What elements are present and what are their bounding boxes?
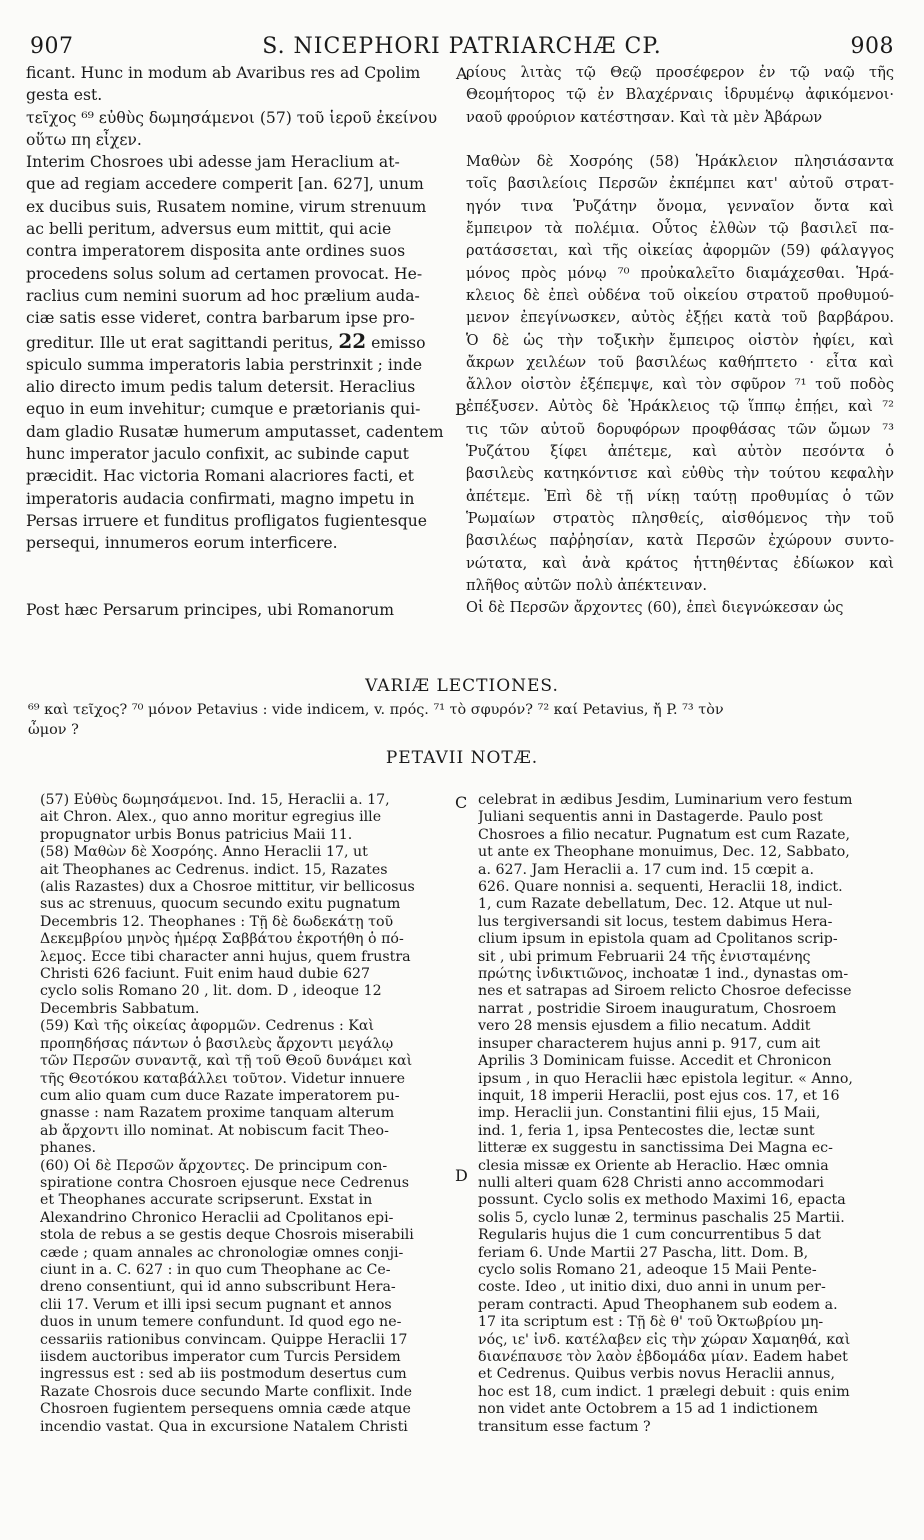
text-line: ἄκρων χειλέων τοῦ βασιλέως καθήπτετο · εἶτα καὶ (466, 353, 894, 371)
text-line: vero 28 mensis ejusdem a filio necatum. Addit (478, 1018, 811, 1035)
text-line: ciunt in a. C. 627 : in quo cum Theophane ac Ce- (40, 1261, 391, 1278)
text-line: πρώτης ἰνδικτιῶνος, inchoatæ 1 ind., dynastas om- (478, 966, 849, 983)
text-line: Regularis hujus die 1 cum concurrentibus 5 dat (478, 1227, 821, 1244)
text-line: ab ἄρχοντι illo nominat. At nobiscum facit Theo- (40, 1122, 389, 1139)
text-line: κλειος δὲ ἐπεὶ οὐδένα τοῦ οἰκείου στρατοῦ προθυμού- (466, 286, 894, 304)
text-line: iisdem auctoribus imperator cum Turcis Persidem (40, 1349, 401, 1365)
text-line: duos in unum temere confundunt. Id quod ego ne- (40, 1314, 402, 1331)
text-line: μενον ἐπεγίνωσκεν, αὐτὸς ἐξῄει κατὰ τοῦ βαρβάρου. (466, 309, 894, 327)
petavii-notae-title: PETAVII NOTÆ. (385, 748, 539, 768)
text-line: spiculo summa imperatoris labia perstrinxit ; inde (26, 355, 423, 374)
text-line: 17 ita scriptum est : Τῇ δὲ θ' τοῦ Ὀκτωβρίου μη- (478, 1314, 824, 1331)
text-line: celebrat in ædibus Jesdim, Luminarium vero festum (478, 792, 853, 808)
text-line: ait Theophanes ac Cedrenus. indict. 15, Razates (40, 861, 388, 878)
text-line: transitum esse factum ? (478, 1418, 651, 1435)
text-line: ρίους λιτὰς τῷ Θεῷ προσέφερον ἐν τῷ ναῷ τῆς (466, 64, 894, 81)
text-line: peram contracti. Apud Theophanem sub eodem a. (478, 1296, 838, 1313)
text-line: Christi 626 faciunt. Fuit enim haud dubie 627 (40, 966, 371, 983)
text-line: hoc est 18, cum indict. 1 prælegi debuit : quis enim (478, 1383, 850, 1400)
text-line: cæde ; quam annales ac chronologiæ omnes conji- (40, 1244, 404, 1261)
text-line: Decembris 12. Theophanes : Τῇ δὲ δωδεκάτῃ τοῦ (40, 913, 394, 930)
text-line: ἔμπειρον τὰ πολέμια. Οὗτος ἐλθὼν τῷ βασιλεῖ πα- (466, 220, 894, 238)
text-line: ac belli peritum, adversus eum mittit, qui acie (26, 220, 392, 239)
text-line: feriam 6. Unde Martii 27 Pascha, litt. Dom. B, (478, 1244, 809, 1261)
text-segment: greditur. Ille ut erat sagittandi peritus, (26, 333, 334, 352)
text-line: 626. Quare nonnisi a. sequenti, Heraclii 18, indict. (478, 879, 843, 896)
text-line: Chosroen fugientem persequens omnia cæde atque (40, 1401, 411, 1418)
text-line: Aprilis 3 Dominicam fuisse. Accedit et Chronicon (478, 1053, 832, 1070)
text-line: narrat , postridie Siroem inauguratum, Chosroem (478, 1000, 837, 1017)
spacer (26, 555, 454, 599)
text-line: ait Chron. Alex., quo anno moritur egregius ille (40, 809, 382, 826)
text-line: a. 627. Jam Heraclii a. 17 cum ind. 15 cœpit a. (478, 861, 814, 878)
text-line: nulli alteri quam 628 Christi anno accommodari (478, 1174, 824, 1191)
margin-letter-c: C (455, 793, 468, 812)
variae-lectiones (28, 700, 894, 740)
text-line: ingressus est : sed ab iis postmodum desertus cum (40, 1366, 407, 1383)
text-line: Οἱ δὲ Περσῶν ἄρχοντες (60), ἐπεὶ διεγνώκεσαν ὡς (466, 599, 844, 617)
text-line: τοῖς βασιλείοις Περσῶν ἐκπέμπει κατ' αὐτοῦ στρατ- (466, 175, 894, 193)
latin-text-column (26, 62, 454, 621)
text-line: Alexandrino Chronico Heraclii ad Cpolitanos epi- (40, 1209, 394, 1226)
text-line: ἐπέξυσεν. Αὐτὸς δὲ Ἡράκλειος τῷ ἵππῳ ἐπῄει, καὶ ⁷² (466, 398, 894, 416)
text-line (466, 129, 894, 151)
page-title: S. NICEPHORI PATRIARCHÆ CP. (262, 34, 662, 59)
text-line: phanes. (40, 1140, 97, 1157)
text-line: raclius cum nemini suorum ad hoc prælium auda- (26, 286, 420, 305)
text-line: dam gladio Rusatæ humerum amputasset, cadentem (26, 422, 444, 441)
text-line: procedens solus solum ad certamen provocat. He- (26, 264, 423, 283)
text-line: ut ante ex Theophane monuimus, Dec. 12, Sabbato, (478, 844, 850, 861)
text-segment: emisso (366, 333, 426, 352)
text-line: que ad regiam accedere comperit [an. 627], unum (26, 175, 424, 194)
text-line: ρατάσσεται, καὶ τῆς οἰκείας ἀφορμῶν (59) φάλαγγος (466, 242, 894, 260)
text-line: (60) Οἱ δὲ Περσῶν ἄρχοντες. De principum con- (40, 1157, 388, 1174)
text-line: Ῥυζάτου ξίφει ἀπέτεμε, καὶ αὐτὸν πεσόντα ὁ (466, 443, 894, 461)
text-line: Δεκεμβρίου μηνὸς ἡμέρᾳ Σαββάτου ἐκροτήθη ὁ πό- (40, 931, 404, 948)
text-line: sus ac strenuus, quocum secundo exitu pugnatum (40, 896, 401, 913)
text-line: 1, cum Razate debellatum, Dec. 12. Atque ut nul- (478, 896, 833, 913)
text-line: ἀπέτεμε. Ἐπὶ δὲ τῇ νίκῃ ταύτῃ προθυμίας ὁ τῶν (466, 487, 894, 505)
text-line: gnasse : nam Razatem proxime tanquam alterum (40, 1105, 395, 1122)
text-line: (57) Εὐθὺς δωμησάμενοι. Ind. 15, Heraclii a. 17, (40, 792, 390, 808)
text-line: Juliani sequentis anni in Dastagerde. Paulo post (478, 809, 823, 826)
text-line: incendio vastat. Qua in excursione Natalem Christi (40, 1418, 408, 1435)
text-line: sit , ubi primum Februarii 24 τῆς ἐνισταμένης (478, 948, 811, 965)
text-line: Chosroes a filio necatur. Pugnatum est cum Razate, (478, 826, 851, 843)
text-line: ἄλλον οἰστὸν ἐξέπεμψε, καὶ τὸν σφῦρον ⁷¹ τοῦ ποδὸς (466, 376, 894, 394)
text-line: Decembris Sabbatum. (40, 1000, 200, 1017)
text-line: Persas irruere et funditus profligatos fugientesque (26, 511, 427, 530)
text-line: ficant. Hunc in modum ab Avaribus res ad Cpolim (26, 64, 421, 82)
margin-letter-a: A (456, 64, 468, 83)
text-line: μόνος πρὸς μόνῳ ⁷⁰ προὐκαλεῖτο διαμάχεσθαι. Ἡρά- (466, 264, 894, 282)
text-line: præcidit. Hac victoria Romani alacriores facti, et (26, 467, 414, 486)
text-line: λεμος. Ecce tibi character anni hujus, quem frustra (40, 948, 411, 965)
text-line: ex ducibus suis, Rusatem nomine, virum strenuum (26, 197, 427, 216)
notes-left-column (40, 792, 454, 1436)
text-line: clii 17. Verum et illi ipsi secum pugnant et annos (40, 1296, 392, 1313)
text-line (26, 330, 454, 354)
text-line: coste. Ideo , ut initio dixi, duo anni in unum per- (478, 1279, 826, 1296)
text-line: Ὁ δὲ ὡς τὴν τοξικὴν ἔμπειρος οἰστὸν ἠφίει, καὶ (466, 331, 894, 349)
text-line: hunc imperator jaculo confixit, ac subinde caput (26, 445, 409, 464)
margin-letter-d: D (455, 1166, 468, 1185)
text-line: lus tergiversandi sit locus, testem dabimus Hera- (478, 913, 833, 930)
text-line: solis 5, cyclo lunæ 2, terminus paschalis 25 Martii. (478, 1209, 845, 1226)
running-header (30, 34, 894, 64)
text-line: Interim Chosroes ubi adesse jam Heraclium at- (26, 153, 400, 172)
right-column-number: 908 (850, 34, 894, 59)
margin-letter-b: B (455, 400, 467, 419)
text-line: ηγόν τινα Ῥυζάτην ὄνομα, γενναῖον ὄντα καὶ (466, 197, 894, 215)
text-line: ναοῦ φρούριον κατέστησαν. Καὶ τὰ μὲν Ἀβάρων (466, 108, 823, 126)
text-line: et Theophanes accurate scripserunt. Exstat in (40, 1192, 373, 1209)
text-line: (alis Razastes) dux a Chosroe mittitur, vir bellicosus (40, 879, 415, 896)
notes-right-column (478, 792, 892, 1436)
text-line: possunt. Cyclo solis ex methodo Maximi 16, epacta (478, 1192, 846, 1209)
text-line: dreno consentiunt, qui id anno subscribunt Hera- (40, 1279, 396, 1296)
text-line: προπηδήσας πάντων ὁ βασιλεὺς ἄρχοντι μεγάλῳ (40, 1035, 394, 1052)
text-line: τις τῶν αὐτοῦ δορυφόρων προφθάσας τῶν ὤμων ⁷³ (466, 420, 894, 438)
text-line: Ῥωμαίων στρατὸς πλησθείς, αἰσθόμενος τὴν τοῦ (466, 509, 894, 527)
text-line: alio directo imum pedis talum detersit. Heraclius (26, 378, 416, 397)
left-column-number: 907 (30, 34, 74, 59)
text-line: equo in eum invehitur; cumque e prætorianis qui- (26, 400, 421, 419)
text-line: ipsum , in quo Heraclii hæc epistola legitur. « Anno, (478, 1070, 853, 1087)
text-line: τεῖχος ⁶⁹ εὐθὺς δωμησάμενοι (57) τοῦ ἱεροῦ ἐκείνου (26, 108, 438, 127)
text-line: cessariis rationibus convincam. Quippe Heraclii 17 (40, 1331, 408, 1348)
text-line: Razate Chosrois duce secundo Marte conflixit. Inde (40, 1383, 413, 1400)
text-line: Μαθὼν δὲ Χοσρόης (58) Ἡράκλειον πλησιάσαντα (466, 153, 894, 171)
text-line: imp. Heraclii jun. Constantini filii ejus, 15 Maii, (478, 1105, 821, 1122)
text-line: (59) Καὶ τῆς οἰκείας ἀφορμῶν. Cedrenus : Καὶ (40, 1018, 375, 1035)
paragraph-number: 22 (338, 329, 367, 353)
text-line: (58) Μαθὼν δὲ Χοσρόης. Anno Heraclii 17, ut (40, 844, 368, 861)
text-line: τῆς Θεοτόκου καταβάλλει τοῦτον. Videtur innuere (40, 1070, 406, 1087)
text-line: contra imperatorem disposita ante ordines suos (26, 242, 406, 261)
text-line: βασιλεὺς κατηκόντισε καὶ εὐθὺς τὴν τούτου κεφαλὴν (466, 465, 894, 483)
text-line: imperatoris audacia confirmati, magno impetu in (26, 489, 415, 508)
text-line: τῶν Περσῶν συναντᾷ, καὶ τῇ τοῦ Θεοῦ δυνάμει καὶ (40, 1053, 413, 1070)
text-line: Θεομήτορος τῷ ἐν Βλαχέρναις ἱδρυμένῳ ἀφικόμενοι· (466, 86, 894, 104)
text-line: non videt ante Octobrem a 15 ad 1 indictionem (478, 1401, 818, 1418)
text-line: persequi, innumeros eorum interficere. (26, 534, 338, 553)
text-line: nes et satrapas ad Siroem relicto Chosroe defecisse (478, 983, 852, 1000)
varia-line: ⁶⁹ καὶ τεῖχος? ⁷⁰ μόνον Petavius : vide indicem, v. πρός. ⁷¹ τὸ σφυρόν? ⁷² καί Petavius, ἤ P. ⁷³ τὸν (28, 702, 724, 718)
text-line: Post hæc Persarum principes, ubi Romanorum (26, 600, 395, 619)
text-line: stola de rebus a se gestis deque Chosrois miserabili (40, 1227, 414, 1244)
greek-text-column (466, 62, 894, 619)
text-line: litteræ ex suggestu in sanctissima Dei Magna ec- (478, 1140, 833, 1157)
text-line: cyclo solis Romano 20 , lit. dom. D , ideoque 12 (40, 983, 382, 1000)
text-line: inquit, 18 imperii Heraclii, post ejus cos. 17, et 16 (478, 1087, 840, 1104)
text-line: διανέπαυσε τὸν λαὸν ἑβδομάδα μίαν. Eadem habet (478, 1349, 848, 1365)
text-line: cum alio quam cum duce Razate imperatorem pu- (40, 1087, 400, 1104)
varia-line: ὦμον ? (28, 722, 79, 738)
text-line: νός, ιε' ἰνδ. κατέλαβεν εἰς τὴν χώραν Χαμαηθά, καὶ (478, 1331, 851, 1348)
text-line: et Cedrenus. Quibus verbis novus Heraclii annus, (478, 1366, 835, 1383)
variae-lectiones-title: VARIÆ LECTIONES. (365, 676, 559, 696)
text-line: gesta est. (26, 86, 103, 105)
text-line: clesia missæ ex Oriente ab Heraclio. Hæc omnia (478, 1157, 829, 1174)
text-line: clium ipsum in epistola quam ad Cpolitanos scrip- (478, 931, 838, 948)
text-line: ind. 1, feria 1, ipsa Pentecostes die, lectæ sunt (478, 1122, 815, 1139)
text-line: ciæ satis esse videret, contra barbarum ipse pro- (26, 309, 415, 328)
text-line: πλῆθος αὐτῶν πολὺ ἀπέκτειναν. (466, 576, 708, 594)
text-line: βασιλέως παῤῥησίαν, κατὰ Περσῶν ἐχώρουν συντο- (466, 532, 894, 550)
text-line: cyclo solis Romano 21, adeoque 15 Maii Pente- (478, 1261, 817, 1278)
text-line: insuper characterem hujus anni p. 917, cum ait (478, 1035, 821, 1052)
text-line: νώτατα, καὶ ἀνὰ κράτος ἡττηθέντας ἐδίωκον καὶ (466, 554, 894, 572)
text-line: propugnator urbis Bonus patricius Maii 11. (40, 826, 353, 843)
text-line: οὕτω πη εἶχεν. (26, 130, 142, 149)
text-line: spiratione contra Chosroen ejusque nece Cedrenus (40, 1174, 410, 1191)
